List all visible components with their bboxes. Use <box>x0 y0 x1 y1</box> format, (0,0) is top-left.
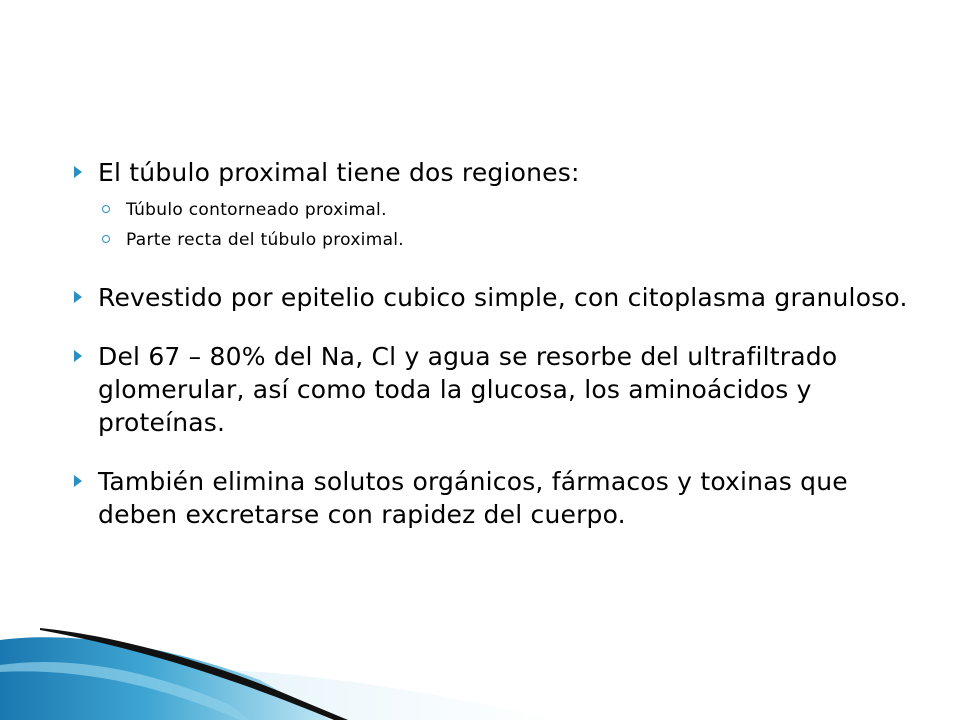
bullet-text: El túbulo proximal tiene dos regiones: <box>98 158 580 187</box>
bullet-item <box>74 465 934 531</box>
circle-bullet-icon <box>102 235 110 243</box>
triangle-bullet-icon <box>74 291 82 303</box>
bullet-text: Revestido por epitelio cubico simple, con citoplasma granuloso. <box>98 283 908 312</box>
sub-bullet-text: Parte recta del túbulo proximal. <box>126 230 405 250</box>
bullet-item <box>74 340 934 439</box>
slide-content <box>74 156 934 531</box>
bullet-item <box>74 281 934 314</box>
bullet-item <box>74 156 934 189</box>
sub-bullet-text: Túbulo contorneado proximal. <box>126 200 387 220</box>
circle-bullet-icon <box>102 205 110 213</box>
sub-bullet-item <box>74 195 934 225</box>
triangle-bullet-icon <box>74 475 82 487</box>
bullet-text: También elimina solutos orgánicos, fármacos y toxinas que deben excretarse con rapidez del cuerpo. <box>98 467 848 529</box>
triangle-bullet-icon <box>74 166 82 178</box>
sub-bullet-item <box>74 225 934 255</box>
triangle-bullet-icon <box>74 350 82 362</box>
bullet-text: Del 67 – 80% del Na, Cl y agua se resorbe del ultrafiltrado glomerular, así como toda la glucosa, los aminoácidos y proteínas. <box>98 342 838 437</box>
